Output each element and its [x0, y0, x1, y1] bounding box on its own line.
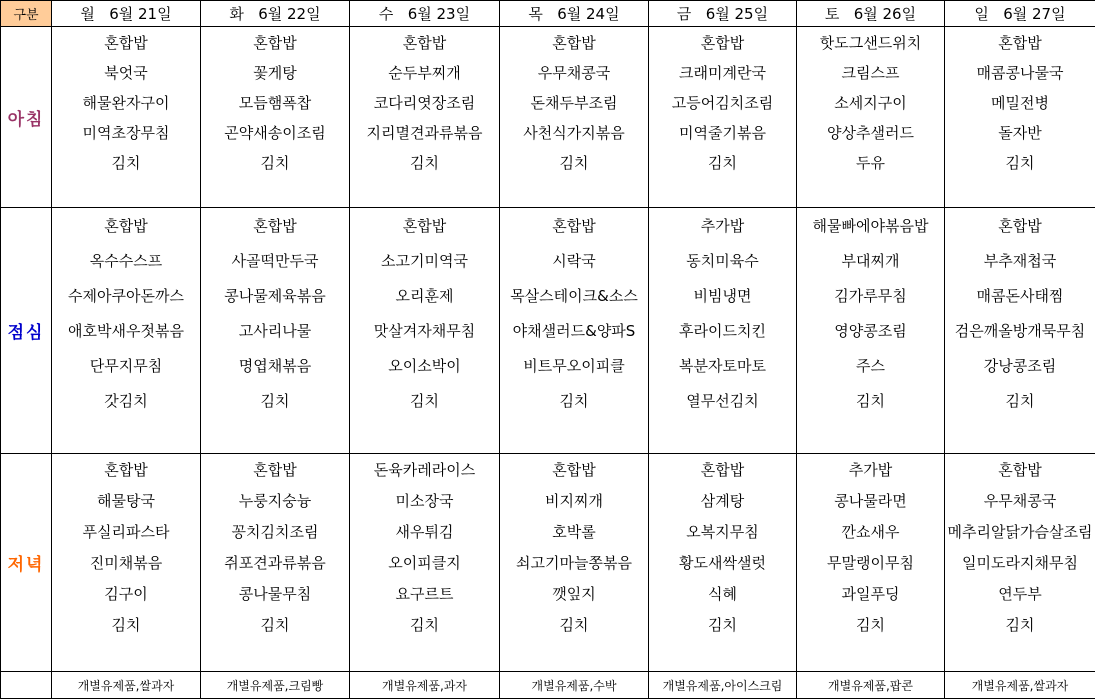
- snack-label-cell: [1, 672, 52, 699]
- day-header-thu: [500, 1, 649, 27]
- lunch-item-thu: 비트무오이피클: [500, 348, 649, 383]
- breakfast-row: [1, 117, 1095, 147]
- snack-row: [1, 672, 1095, 699]
- dinner-item-fri: 식혜: [649, 578, 797, 609]
- dinner-item-fri: 김치: [649, 609, 797, 640]
- lunch-item-thu: 목살스테이크&소스: [500, 278, 649, 313]
- dinner-item-sat: 콩나물라면: [797, 485, 945, 516]
- breakfast-item-sat: 핫도그샌드위치: [797, 27, 945, 58]
- lunch-item-sat: 부대찌개: [797, 243, 945, 278]
- day-date: 6월 25일: [706, 5, 768, 23]
- dinner-item-sun: 일미도라지채무침: [945, 547, 1095, 578]
- breakfast-item-tue: [201, 177, 350, 208]
- dinner-item-mon: 해물탕국: [52, 485, 201, 516]
- lunch-item-sat: 주스: [797, 348, 945, 383]
- dinner-item-sat: 무말랭이무침: [797, 547, 945, 578]
- dinner-item-tue: 콩나물무침: [201, 578, 350, 609]
- breakfast-item-sun: 매콤콩나물국: [945, 57, 1095, 87]
- breakfast-item-mon: 북엇국: [52, 57, 201, 87]
- lunch-row: [1, 313, 1095, 348]
- day-header-mon: [52, 1, 201, 27]
- breakfast-item-tue: 김치: [201, 147, 350, 177]
- snack-item-sun: 개별유제품,쌀과자: [945, 672, 1095, 699]
- breakfast-item-sun: 김치: [945, 147, 1095, 177]
- breakfast-item-mon: 미역초장무침: [52, 117, 201, 147]
- lunch-item-fri: 동치미육수: [649, 243, 797, 278]
- breakfast-item-thu: 사천식가지볶음: [500, 117, 649, 147]
- dinner-item-wed: 요구르트: [350, 578, 500, 609]
- dinner-item-sat: 과일푸딩: [797, 578, 945, 609]
- lunch-item-wed: 오이소박이: [350, 348, 500, 383]
- lunch-item-mon: 갓김치: [52, 383, 201, 418]
- day-header-sun: [945, 1, 1095, 27]
- lunch-item-tue: 명엽채볶음: [201, 348, 350, 383]
- dinner-row: [1, 516, 1095, 547]
- dinner-item-sat: 깐쇼새우: [797, 516, 945, 547]
- dinner-item-tue: [201, 640, 350, 672]
- dinner-item-wed: 오이피클지: [350, 547, 500, 578]
- dinner-item-fri: [649, 640, 797, 672]
- breakfast-row: [1, 147, 1095, 177]
- lunch-item-tue: 사골떡만두국: [201, 243, 350, 278]
- breakfast-row: [1, 57, 1095, 87]
- breakfast-row: [1, 87, 1095, 117]
- breakfast-item-mon: 해물완자구이: [52, 87, 201, 117]
- breakfast-row: [1, 27, 1095, 58]
- breakfast-item-sat: 크림스프: [797, 57, 945, 87]
- lunch-item-sun: 혼합밥: [945, 208, 1095, 244]
- breakfast-item-wed: 김치: [350, 147, 500, 177]
- lunch-item-fri: 추가밥: [649, 208, 797, 244]
- lunch-item-wed: 오리훈제: [350, 278, 500, 313]
- breakfast-item-sat: 소세지구이: [797, 87, 945, 117]
- lunch-item-sun: 김치: [945, 383, 1095, 418]
- breakfast-item-wed: 순두부찌개: [350, 57, 500, 87]
- lunch-item-tue: 콩나물제육볶음: [201, 278, 350, 313]
- breakfast-item-wed: [350, 177, 500, 208]
- snack-item-tue: 개별유제품,크림빵: [201, 672, 350, 699]
- lunch-item-thu: 시락국: [500, 243, 649, 278]
- dinner-item-fri: 오복지무침: [649, 516, 797, 547]
- lunch-item-tue: 혼합밥: [201, 208, 350, 244]
- lunch-item-sun: 매콤돈사태찜: [945, 278, 1095, 313]
- dinner-item-mon: 진미채볶음: [52, 547, 201, 578]
- breakfast-item-sat: 두유: [797, 147, 945, 177]
- lunch-item-sun: 검은깨올방개묵무침: [945, 313, 1095, 348]
- lunch-item-wed: 소고기미역국: [350, 243, 500, 278]
- breakfast-item-sun: 혼합밥: [945, 27, 1095, 58]
- breakfast-item-mon: [52, 177, 201, 208]
- day-date: 6월 24일: [557, 5, 619, 23]
- breakfast-item-fri: [649, 177, 797, 208]
- dinner-item-fri: 혼합밥: [649, 454, 797, 486]
- day-date: 6월 21일: [109, 5, 171, 23]
- day-date: 6월 23일: [408, 5, 470, 23]
- dinner-item-sun: 혼합밥: [945, 454, 1095, 486]
- lunch-item-thu: 혼합밥: [500, 208, 649, 244]
- dinner-row: [1, 485, 1095, 516]
- lunch-item-fri: 비빔냉면: [649, 278, 797, 313]
- dinner-row: [1, 640, 1095, 672]
- dinner-item-sun: 우무채콩국: [945, 485, 1095, 516]
- lunch-item-mon: [52, 418, 201, 454]
- lunch-item-fri: [649, 418, 797, 454]
- lunch-item-fri: 복분자토마토: [649, 348, 797, 383]
- breakfast-item-thu: 우무채콩국: [500, 57, 649, 87]
- breakfast-item-sat: 양상추샐러드: [797, 117, 945, 147]
- dinner-row: [1, 578, 1095, 609]
- day-of-week: 월: [80, 5, 95, 23]
- lunch-item-fri: 열무선김치: [649, 383, 797, 418]
- dinner-item-thu: [500, 640, 649, 672]
- day-of-week: 금: [677, 5, 692, 23]
- breakfast-item-thu: 김치: [500, 147, 649, 177]
- dinner-item-tue: 쥐포견과류볶음: [201, 547, 350, 578]
- dinner-item-mon: [52, 640, 201, 672]
- header-row: [1, 1, 1095, 27]
- breakfast-item-sat: [797, 177, 945, 208]
- day-of-week: 수: [379, 5, 394, 23]
- breakfast-item-sun: 메밀전병: [945, 87, 1095, 117]
- lunch-item-thu: 김치: [500, 383, 649, 418]
- day-header-tue: [201, 1, 350, 27]
- lunch-item-sat: [797, 418, 945, 454]
- lunch-row: [1, 278, 1095, 313]
- snack-item-mon: 개별유제품,쌀과자: [52, 672, 201, 699]
- breakfast-item-fri: 김치: [649, 147, 797, 177]
- dinner-item-wed: 돈육카레라이스: [350, 454, 500, 486]
- breakfast-item-thu: [500, 177, 649, 208]
- dinner-item-sun: [945, 640, 1095, 672]
- lunch-row: [1, 418, 1095, 454]
- day-of-week: 토: [825, 5, 840, 23]
- dinner-item-tue: 꽁치김치조림: [201, 516, 350, 547]
- lunch-item-thu: [500, 418, 649, 454]
- dinner-item-mon: 혼합밥: [52, 454, 201, 486]
- lunch-item-tue: [201, 418, 350, 454]
- lunch-row: [1, 243, 1095, 278]
- lunch-item-sat: 김치: [797, 383, 945, 418]
- dinner-item-sat: 추가밥: [797, 454, 945, 486]
- dinner-item-mon: 푸실리파스타: [52, 516, 201, 547]
- dinner-item-thu: 비지찌개: [500, 485, 649, 516]
- lunch-row: [1, 348, 1095, 383]
- dinner-row: [1, 547, 1095, 578]
- dinner-label: 저녁: [1, 454, 52, 672]
- dinner-item-wed: 김치: [350, 609, 500, 640]
- day-date: 6월 22일: [258, 5, 320, 23]
- snack-item-thu: 개별유제품,수박: [500, 672, 649, 699]
- dinner-item-wed: 새우튀김: [350, 516, 500, 547]
- breakfast-item-mon: 혼합밥: [52, 27, 201, 58]
- category-header: 구분: [1, 1, 52, 27]
- lunch-label: 점심: [1, 208, 52, 454]
- breakfast-item-wed: 지리멸견과류볶음: [350, 117, 500, 147]
- lunch-item-sun: 강낭콩조림: [945, 348, 1095, 383]
- snack-item-fri: 개별유제품,아이스크림: [649, 672, 797, 699]
- day-date: 6월 27일: [1003, 5, 1065, 23]
- day-of-week: 목: [528, 5, 543, 23]
- dinner-item-thu: 혼합밥: [500, 454, 649, 486]
- snack-item-sat: 개별유제품,팝콘: [797, 672, 945, 699]
- lunch-item-wed: [350, 418, 500, 454]
- dinner-item-tue: 혼합밥: [201, 454, 350, 486]
- breakfast-row: [1, 177, 1095, 208]
- dinner-item-thu: 깻잎지: [500, 578, 649, 609]
- dinner-item-sat: 김치: [797, 609, 945, 640]
- dinner-item-tue: 김치: [201, 609, 350, 640]
- breakfast-item-sun: [945, 177, 1095, 208]
- lunch-row: [1, 383, 1095, 418]
- lunch-item-mon: 애호박새우젓볶음: [52, 313, 201, 348]
- dinner-row: [1, 454, 1095, 486]
- breakfast-item-tue: 꽃게탕: [201, 57, 350, 87]
- lunch-item-tue: 고사리나물: [201, 313, 350, 348]
- breakfast-item-tue: 혼합밥: [201, 27, 350, 58]
- dinner-item-sun: 연두부: [945, 578, 1095, 609]
- day-date: 6월 26일: [854, 5, 916, 23]
- breakfast-item-tue: 곤약새송이조림: [201, 117, 350, 147]
- snack-item-wed: 개별유제품,과자: [350, 672, 500, 699]
- dinner-item-wed: [350, 640, 500, 672]
- day-of-week: 일: [974, 5, 989, 23]
- lunch-item-mon: 단무지무침: [52, 348, 201, 383]
- lunch-item-sun: 부추재첩국: [945, 243, 1095, 278]
- dinner-item-mon: 김구이: [52, 578, 201, 609]
- lunch-item-tue: 김치: [201, 383, 350, 418]
- breakfast-item-fri: 고등어김치조림: [649, 87, 797, 117]
- lunch-item-mon: 혼합밥: [52, 208, 201, 244]
- day-header-wed: [350, 1, 500, 27]
- lunch-item-wed: 맛살겨자채무침: [350, 313, 500, 348]
- day-of-week: 화: [229, 5, 244, 23]
- lunch-item-wed: 김치: [350, 383, 500, 418]
- lunch-item-mon: 옥수수스프: [52, 243, 201, 278]
- dinner-item-thu: 쇠고기마늘쫑볶음: [500, 547, 649, 578]
- day-header-sat: [797, 1, 945, 27]
- breakfast-item-fri: 미역줄기볶음: [649, 117, 797, 147]
- lunch-item-wed: 혼합밥: [350, 208, 500, 244]
- dinner-item-wed: 미소장국: [350, 485, 500, 516]
- breakfast-item-fri: 혼합밥: [649, 27, 797, 58]
- dinner-item-thu: 호박롤: [500, 516, 649, 547]
- breakfast-item-tue: 모듬햄폭찹: [201, 87, 350, 117]
- dinner-item-mon: 김치: [52, 609, 201, 640]
- menu-body: [1, 27, 1095, 699]
- breakfast-item-mon: 김치: [52, 147, 201, 177]
- dinner-item-sun: 메추리알닭가슴살조림: [945, 516, 1095, 547]
- breakfast-item-thu: 돈채두부조림: [500, 87, 649, 117]
- dinner-row: [1, 609, 1095, 640]
- breakfast-item-wed: 코다리엿장조림: [350, 87, 500, 117]
- breakfast-item-wed: 혼합밥: [350, 27, 500, 58]
- breakfast-item-sun: 돌자반: [945, 117, 1095, 147]
- dinner-item-fri: 황도새싹샐럿: [649, 547, 797, 578]
- lunch-item-thu: 야채샐러드&양파S: [500, 313, 649, 348]
- lunch-row: [1, 208, 1095, 244]
- lunch-item-mon: 수제아쿠아돈까스: [52, 278, 201, 313]
- lunch-item-fri: 후라이드치킨: [649, 313, 797, 348]
- dinner-item-fri: 삼계탕: [649, 485, 797, 516]
- breakfast-label: 아침: [1, 27, 52, 208]
- lunch-item-sun: [945, 418, 1095, 454]
- dinner-item-sun: 김치: [945, 609, 1095, 640]
- lunch-item-sat: 해물빠에야볶음밥: [797, 208, 945, 244]
- breakfast-item-fri: 크래미계란국: [649, 57, 797, 87]
- lunch-item-sat: 김가루무침: [797, 278, 945, 313]
- dinner-item-tue: 누룽지숭늉: [201, 485, 350, 516]
- day-header-fri: [649, 1, 797, 27]
- lunch-item-sat: 영양콩조림: [797, 313, 945, 348]
- breakfast-item-thu: 혼합밥: [500, 27, 649, 58]
- dinner-item-thu: 김치: [500, 609, 649, 640]
- dinner-item-sat: [797, 640, 945, 672]
